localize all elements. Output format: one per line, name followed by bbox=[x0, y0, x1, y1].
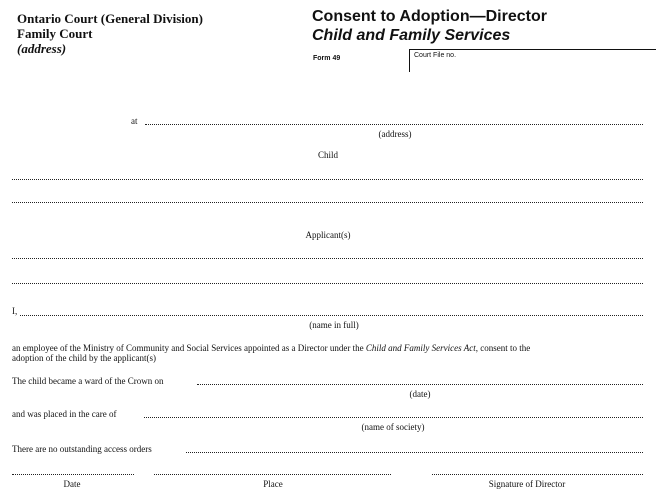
name-in-full-line[interactable] bbox=[20, 315, 643, 316]
signature-date-line[interactable] bbox=[12, 474, 134, 475]
form-subtitle: Child and Family Services bbox=[312, 27, 511, 44]
court-address-placeholder: (address) bbox=[17, 41, 67, 56]
family-court-label: Family Court bbox=[17, 26, 93, 41]
society-label: (name of society) bbox=[361, 422, 425, 432]
employee-text-3: adoption of the child by the applicant(s) bbox=[12, 353, 156, 363]
child-line-2[interactable] bbox=[12, 202, 643, 203]
form-title: Consent to Adoption—Director bbox=[312, 8, 547, 25]
ward-date-line[interactable] bbox=[197, 384, 643, 385]
court-file-label: Court File no. bbox=[414, 52, 457, 59]
employee-text-1: an employee of the Ministry of Community and Social Services appointed as a Director under the bbox=[12, 343, 364, 353]
signature-place-line[interactable] bbox=[154, 474, 391, 475]
society-line[interactable] bbox=[144, 417, 643, 418]
ward-date-label: (date) bbox=[409, 389, 431, 399]
address-label: (address) bbox=[378, 129, 412, 139]
signature-director-label: Signature of Director bbox=[488, 479, 566, 489]
access-line[interactable] bbox=[186, 452, 643, 453]
signature-date-label: Date bbox=[63, 479, 81, 489]
applicant-line-2[interactable] bbox=[12, 283, 643, 284]
ward-text: The child became a ward of the Crown on bbox=[12, 376, 164, 386]
form-number: Form 49 bbox=[313, 55, 341, 62]
name-in-full-label: (name in full) bbox=[309, 320, 359, 330]
address-line[interactable] bbox=[145, 124, 643, 125]
child-line-1[interactable] bbox=[12, 179, 643, 180]
employee-text-2: , consent to the bbox=[475, 343, 531, 353]
applicant-line-1[interactable] bbox=[12, 258, 643, 259]
signature-director-line[interactable] bbox=[432, 474, 643, 475]
i-label: I, bbox=[12, 306, 18, 316]
at-label: at bbox=[131, 116, 138, 126]
applicants-label: Applicant(s) bbox=[305, 230, 351, 240]
act-name: Child and Family Services Act bbox=[365, 343, 476, 353]
access-text: There are no outstanding access orders bbox=[12, 444, 152, 454]
child-label: Child bbox=[317, 150, 338, 160]
placed-text: and was placed in the care of bbox=[12, 409, 117, 419]
court-name: Ontario Court (General Division) bbox=[17, 11, 203, 26]
signature-place-label: Place bbox=[263, 479, 283, 489]
employee-paragraph bbox=[12, 343, 648, 353]
